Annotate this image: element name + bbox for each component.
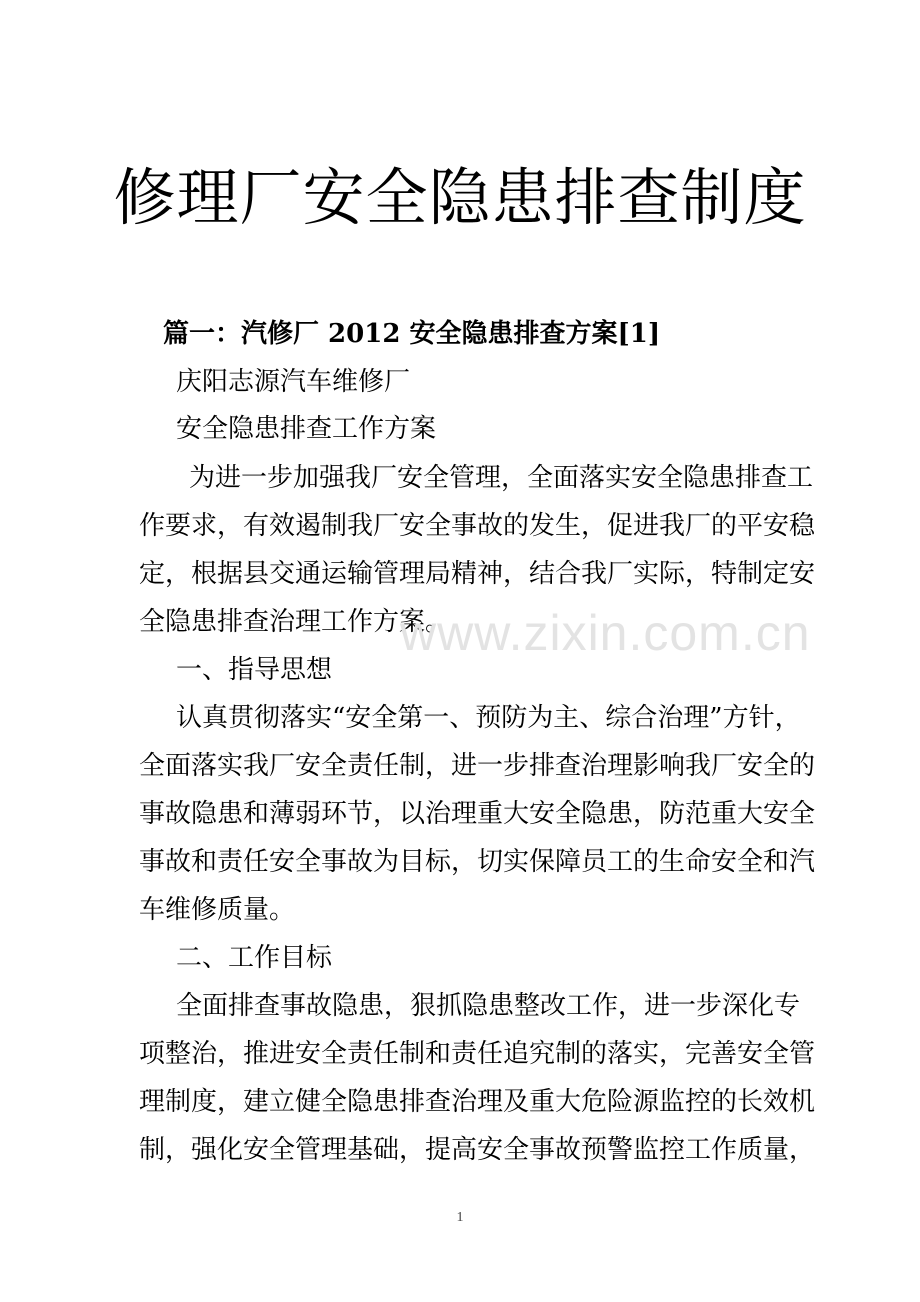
company-name-line: 庆阳志源汽车维修厂 bbox=[176, 367, 411, 397]
section-heading-work-goal: 二、工作目标 bbox=[176, 943, 333, 973]
document-title: 修理厂安全隐患排查制度 bbox=[113, 161, 807, 234]
watermark-text: www.zixin.com.cn bbox=[400, 605, 811, 661]
paragraph-line: 全面落实我厂安全责任制，进一步排查治理影响我厂安全的 bbox=[139, 751, 816, 781]
paragraph-line: 车维修质量。 bbox=[139, 895, 296, 925]
paragraph-line: 项整治，推进安全责任制和责任追究制的落实，完善安全管 bbox=[139, 1039, 816, 1069]
paragraph-line: 为进一步加强我厂安全管理，全面落实安全隐患排查工 bbox=[189, 463, 814, 493]
plan-title-line: 安全隐患排查工作方案 bbox=[176, 414, 437, 444]
paragraph-line: 事故和责任安全事故为目标，切实保障员工的生命安全和汽 bbox=[139, 847, 816, 877]
paragraph-line: 事故隐患和薄弱环节，以治理重大安全隐患，防范重大安全 bbox=[139, 799, 816, 829]
paragraph-line: 作要求，有效遏制我厂安全事故的发生，促进我厂的平安稳 bbox=[139, 511, 816, 541]
paragraph-line: 认真贯彻落实“安全第一、预防为主、综合治理”方针， bbox=[176, 703, 801, 733]
page-number: 1 bbox=[456, 1210, 464, 1225]
paragraph-line: 制，强化安全管理基础，提高安全事故预警监控工作质量， bbox=[139, 1135, 816, 1165]
section-heading-article-one: 篇一：汽修厂 2012 安全隐患排查方案[1] bbox=[163, 319, 661, 349]
paragraph-line: 定，根据县交通运输管理局精神，结合我厂实际，特制定安 bbox=[139, 559, 816, 589]
paragraph-line: 全面排查事故隐患，狠抓隐患整改工作，进一步深化专 bbox=[176, 991, 801, 1021]
paragraph-line: 全隐患排查治理工作方案。 bbox=[139, 607, 452, 637]
paragraph-line: 理制度，建立健全隐患排查治理及重大危险源监控的长效机 bbox=[139, 1087, 816, 1117]
section-heading-guiding-thought: 一、指导思想 bbox=[176, 655, 333, 685]
